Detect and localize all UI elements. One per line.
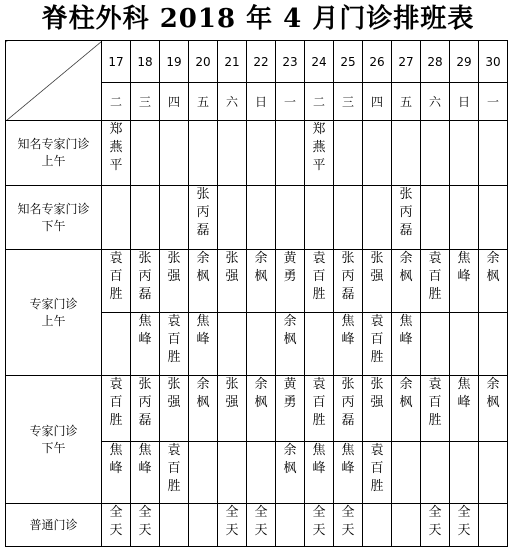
schedule-cell [305,376,334,442]
schedule-cell [305,121,334,186]
doctor-name: 袁百胜 [428,251,442,302]
schedule-cell [160,186,189,250]
doctor-name: 黄勇 [283,377,297,410]
schedule-cell [305,313,334,376]
schedule-cell [334,442,363,504]
section-label-line: 知名专家门诊 [17,137,90,151]
schedule-cell [189,186,218,250]
schedule-cell [102,250,131,313]
schedule-cell [392,376,421,442]
doctor-name: 张强 [370,377,384,410]
schedule-cell [247,504,276,547]
schedule-cell [363,186,392,250]
day-number-cell: 27 [392,41,421,83]
doctor-name: 余枫 [254,377,268,410]
weekday-cell: 二 [102,83,131,121]
schedule-cell [102,442,131,504]
schedule-cell [131,121,160,186]
weekday-cell: 六 [218,83,247,121]
schedule-cell [131,376,160,442]
schedule-cell [450,442,479,504]
day-number-cell: 24 [305,41,334,83]
doctor-name: 张丙磊 [196,187,210,238]
schedule-cell [218,376,247,442]
doctor-name: 全天 [254,505,268,538]
schedule-cell [392,186,421,250]
doctor-name: 袁百胜 [109,377,123,428]
schedule-cell [160,442,189,504]
doctor-name: 袁百胜 [312,377,326,428]
schedule-cell [189,504,218,547]
schedule-cell [479,442,508,504]
schedule-cell [131,504,160,547]
day-number-cell: 17 [102,41,131,83]
schedule-cell [421,442,450,504]
doctor-name: 张丙磊 [341,377,355,428]
schedule-cell [363,442,392,504]
schedule-cell [334,376,363,442]
schedule-cell [218,121,247,186]
schedule-cell [450,186,479,250]
doctor-name: 焦峰 [457,251,471,284]
section-label [6,504,102,547]
doctor-name: 袁百胜 [109,251,123,302]
schedule-cell [189,442,218,504]
doctor-name: 全天 [457,505,471,538]
schedule-cell [392,442,421,504]
doctor-name: 全天 [312,505,326,538]
weekday-cell: 六 [421,83,450,121]
weekday-cell: 四 [363,83,392,121]
day-number-cell: 21 [218,41,247,83]
schedule-cell [102,504,131,547]
doctor-name: 黄勇 [283,251,297,284]
doctor-name: 袁百胜 [167,443,181,494]
section-label-line: 专家门诊 [29,296,78,311]
schedule-cell [479,504,508,547]
schedule-cell [189,121,218,186]
section-label-line: 上午 [41,154,66,168]
day-number-cell: 18 [131,41,160,83]
schedule-cell [392,250,421,313]
schedule-cell [334,313,363,376]
doctor-name: 余枫 [283,314,297,347]
doctor-name: 全天 [138,505,152,538]
schedule-cell [421,504,450,547]
schedule-cell [450,313,479,376]
section-label [6,250,102,376]
schedule-cell [131,442,160,504]
doctor-name: 张强 [167,251,181,284]
page-title: 脊柱外科 2018 年 4 月门诊排班表 [41,4,475,34]
doctor-name: 焦峰 [457,377,471,410]
schedule-cell [421,186,450,250]
header-corner-cell [6,41,102,121]
day-number-cell: 28 [421,41,450,83]
doctor-name: 焦峰 [341,314,355,347]
schedule-cell [160,376,189,442]
section-label-line: 下午 [41,218,66,233]
schedule-cell [247,250,276,313]
schedule-cell [305,250,334,313]
day-number-cell: 22 [247,41,276,83]
schedule-cell [247,313,276,376]
schedule-cell [450,250,479,313]
schedule-cell [247,121,276,186]
schedule-cell [479,313,508,376]
weekday-cell: 日 [247,83,276,121]
schedule-cell [450,376,479,442]
schedule-cell [276,121,305,186]
schedule-cell [450,121,479,186]
day-number-cell: 26 [363,41,392,83]
doctor-name: 张丙磊 [138,377,152,428]
weekday-cell: 三 [131,83,160,121]
schedule-cell [276,313,305,376]
doctor-name: 郑燕平 [312,122,326,173]
doctor-name: 余枫 [254,251,268,284]
schedule-cell [102,186,131,250]
schedule-cell [218,313,247,376]
weekday-cell: 五 [189,83,218,121]
schedule-cell [247,186,276,250]
schedule-cell [131,186,160,250]
schedule-cell [131,313,160,376]
doctor-name: 张强 [370,251,384,284]
doctor-name: 张丙磊 [399,187,413,238]
schedule-cell [334,186,363,250]
day-number-cell: 30 [479,41,508,83]
schedule-cell [421,121,450,186]
section-label [6,186,102,250]
weekday-cell: 二 [305,83,334,121]
schedule-cell [479,376,508,442]
schedule-cell [421,313,450,376]
schedule-cell [276,186,305,250]
schedule-cell [479,250,508,313]
schedule-row [6,121,508,186]
schedule-cell [392,121,421,186]
day-number-cell: 29 [450,41,479,83]
schedule-cell [334,250,363,313]
section-label-line: 专家门诊 [29,423,78,438]
doctor-name: 张丙磊 [138,251,152,302]
schedule-cell [276,442,305,504]
doctor-name: 焦峰 [138,443,152,476]
schedule-row [6,504,508,547]
section-label [6,121,102,186]
section-label-line: 上午 [41,313,66,328]
schedule-cell [189,250,218,313]
doctor-name: 郑燕平 [109,122,123,173]
day-number-cell: 20 [189,41,218,83]
day-number-cell: 25 [334,41,363,83]
schedule-cell [160,313,189,376]
schedule-cell [218,442,247,504]
schedule-cell [102,313,131,376]
schedule-cell [334,121,363,186]
schedule-cell [363,250,392,313]
weekday-cell: 一 [276,83,305,121]
doctor-name: 焦峰 [138,314,152,347]
section-label-line: 知名专家门诊 [17,201,90,216]
schedule-cell [102,121,131,186]
schedule-row [6,250,508,313]
doctor-name: 袁百胜 [312,251,326,302]
day-number-cell: 23 [276,41,305,83]
doctor-name: 余枫 [283,443,297,476]
section-label [6,376,102,504]
weekday-cell: 一 [479,83,508,121]
schedule-cell [305,504,334,547]
schedule-cell [392,504,421,547]
weekday-cell: 四 [160,83,189,121]
doctor-name: 全天 [109,505,123,538]
doctor-name: 全天 [428,505,442,538]
doctor-name: 全天 [225,505,239,538]
doctor-name: 余枫 [399,251,413,284]
schedule-cell [363,121,392,186]
doctor-name: 焦峰 [196,314,210,347]
section-label-line: 普通门诊 [29,517,78,532]
schedule-cell [102,376,131,442]
doctor-name: 焦峰 [341,443,355,476]
schedule-cell [276,504,305,547]
doctor-name: 张强 [225,251,239,284]
schedule-cell [189,376,218,442]
schedule-cell [247,376,276,442]
doctor-name: 袁百胜 [428,377,442,428]
schedule-cell [131,250,160,313]
schedule-cell [450,504,479,547]
schedule-cell [479,186,508,250]
weekday-cell: 五 [392,83,421,121]
schedule-cell [479,121,508,186]
schedule-cell [189,313,218,376]
schedule-cell [421,250,450,313]
section-label-line: 下午 [41,440,66,455]
schedule-cell [247,442,276,504]
doctor-name: 袁百胜 [167,314,181,365]
doctor-name: 余枫 [399,377,413,410]
day-number-cell: 19 [160,41,189,83]
doctor-name: 焦峰 [109,443,123,476]
doctor-name: 余枫 [486,377,500,410]
schedule-cell [363,504,392,547]
doctor-name: 焦峰 [312,443,326,476]
schedule-cell [334,504,363,547]
doctor-name: 焦峰 [399,314,413,347]
schedule-cell [276,250,305,313]
schedule-cell [363,376,392,442]
doctor-name: 余枫 [196,251,210,284]
doctor-name: 张强 [225,377,239,410]
schedule-cell [218,504,247,547]
schedule-row [6,186,508,250]
schedule-cell [160,121,189,186]
doctor-name: 张强 [167,377,181,410]
weekday-cell: 三 [334,83,363,121]
schedule-cell [363,313,392,376]
schedule-cell [160,250,189,313]
schedule-cell [421,376,450,442]
schedule-table [5,40,508,547]
schedule-cell [392,313,421,376]
weekday-cell: 日 [450,83,479,121]
schedule-cell [276,376,305,442]
schedule-cell [305,186,334,250]
schedule-cell [218,186,247,250]
schedule-row [6,376,508,442]
doctor-name: 余枫 [196,377,210,410]
doctor-name: 余枫 [486,251,500,284]
doctor-name: 袁百胜 [370,314,384,365]
doctor-name: 张丙磊 [341,251,355,302]
schedule-cell [160,504,189,547]
schedule-cell [218,250,247,313]
schedule-cell [305,442,334,504]
doctor-name: 袁百胜 [370,443,384,494]
doctor-name: 全天 [341,505,355,538]
